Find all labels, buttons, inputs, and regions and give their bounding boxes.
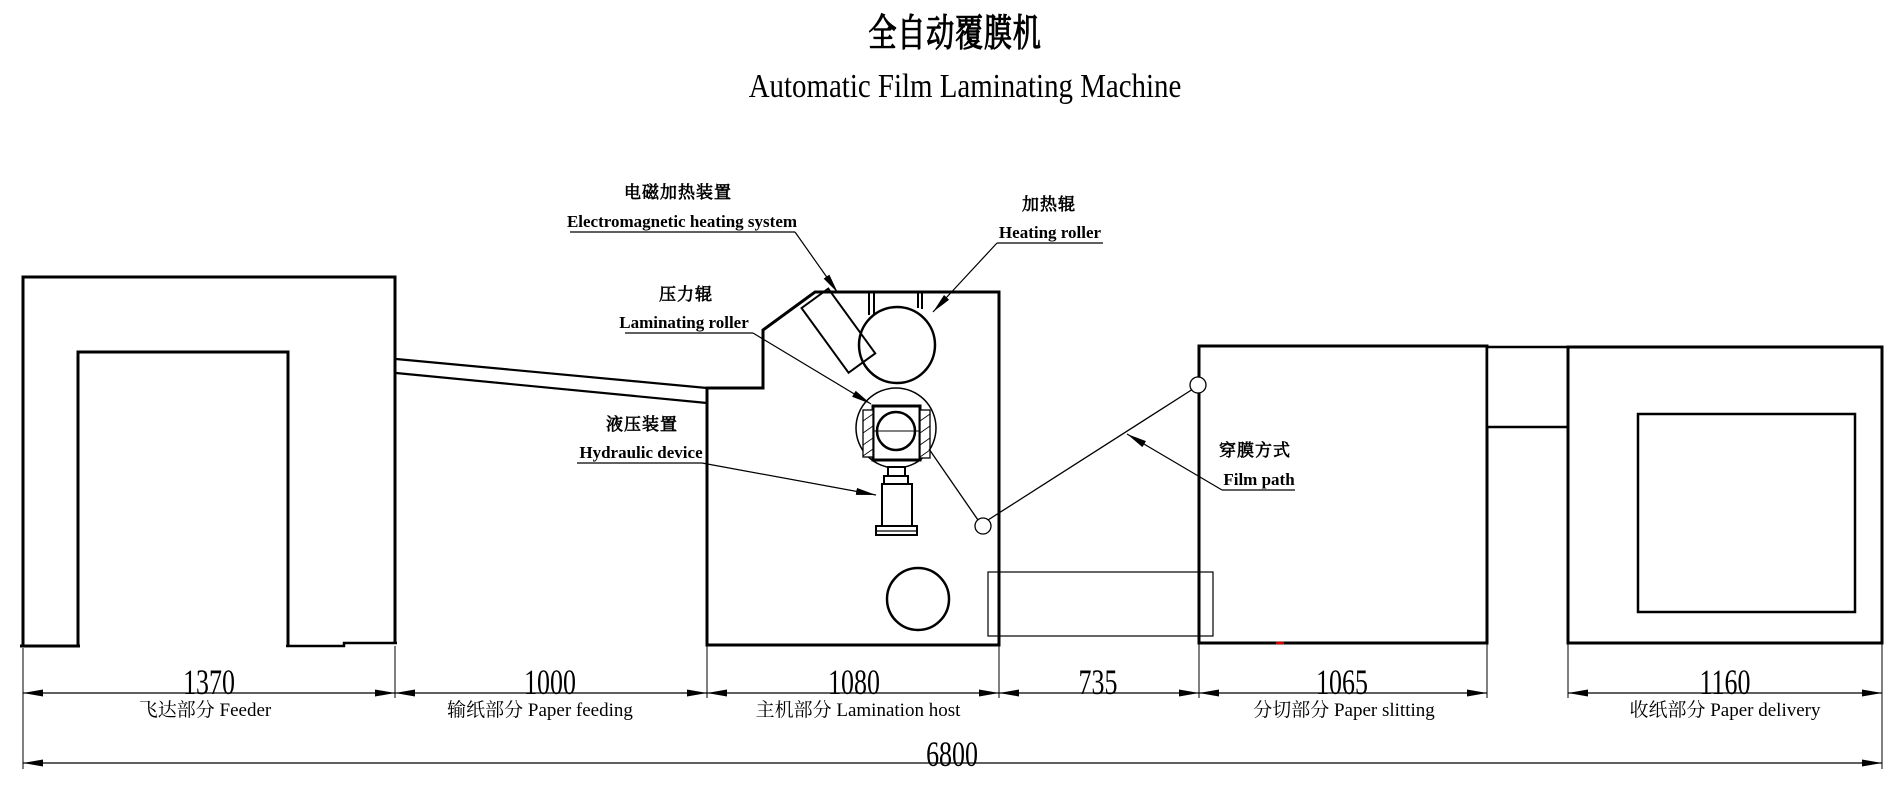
- callout-film-path-en: Film path: [1223, 470, 1295, 489]
- laminating-roller-assembly: [856, 388, 936, 468]
- dim-value-slitting: 1065: [1316, 662, 1368, 702]
- dim-value-feeder: 1370: [183, 662, 235, 702]
- callout-heating-roller-en: Heating roller: [998, 223, 1102, 242]
- delivery-unit-outline: [1568, 347, 1882, 643]
- connector-box: [1487, 347, 1568, 427]
- section-label-host: 主机部分 Lamination host: [755, 700, 961, 721]
- paper-feed-ramp: [396, 359, 707, 403]
- page-subtitle: Automatic Film Laminating Machine: [748, 68, 1182, 105]
- section-label-feeder: 飞达部分 Feeder: [138, 700, 272, 721]
- dim-value-paper-feeding: 1000: [524, 662, 576, 702]
- conveyor-rect: [988, 572, 1213, 636]
- dim-value-gap: 735: [1078, 662, 1118, 702]
- callout-hydraulic-device-en: Hydraulic device: [579, 443, 703, 462]
- callout-film-path-zh: 穿膜方式: [1219, 441, 1291, 460]
- feeder-outline: [20, 277, 397, 646]
- page-title: 全自动覆膜机: [868, 13, 1042, 55]
- callout-laminating-roller-en: Laminating roller: [619, 313, 749, 332]
- section-label-delivery: 收纸部分 Paper delivery: [1629, 700, 1821, 721]
- film-guide-roller-small-left: [975, 518, 991, 534]
- callout-electromagnetic-heating-en: Electromagnetic heating system: [566, 212, 798, 231]
- section-label-slitting: 分切部分 Paper slitting: [1253, 700, 1435, 721]
- total-dim-value: 6800: [926, 734, 978, 774]
- dim-value-host: 1080: [828, 662, 880, 702]
- callout-electromagnetic-heating-zh: 电磁加热装置: [624, 183, 732, 202]
- callout-laminating-roller-zh: 压力辊: [659, 285, 713, 304]
- lamination-host-outline: [707, 292, 999, 645]
- callout-heating-roller-zh: 加热辊: [1022, 195, 1076, 214]
- lower-roller-circle: [887, 568, 949, 630]
- section-label-paper-feeding: 输纸部分 Paper feeding: [447, 700, 633, 721]
- dim-value-delivery: 1160: [1699, 662, 1751, 702]
- slitting-unit-outline: [1199, 346, 1487, 643]
- callout-hydraulic-device-zh: 液压装置: [606, 415, 678, 434]
- film-guide-roller-small-right: [1190, 377, 1206, 393]
